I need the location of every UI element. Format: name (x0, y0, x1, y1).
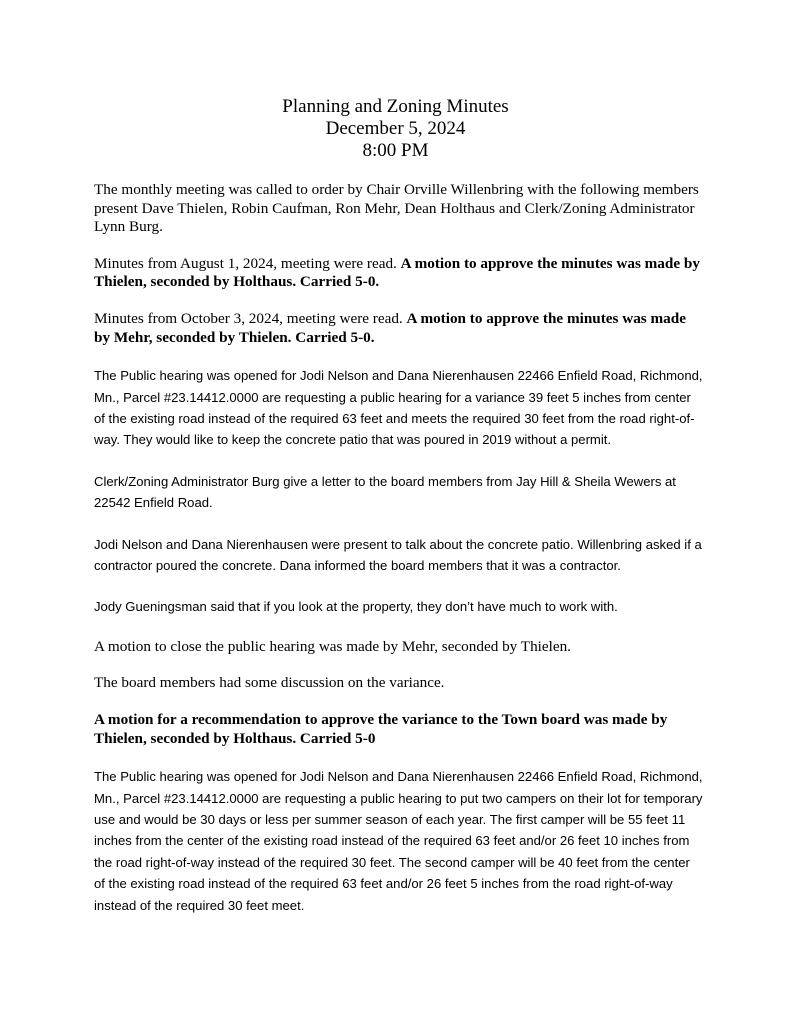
paragraph-variance-hearing: The Public hearing was opened for Jodi Nelson and Dana Nierenhausen 22466 Enfield Road, Richmond, Mn., Parcel #23.14412.0000 are requesting a public hearing for a variance 39 feet 5 inches from center of the existing road instead of the required 63 feet and meets the required 30 feet from the road right-of-way. They would like to keep the concrete patio that was poured in 2019 without a permit. (94, 368, 703, 448)
paragraph-october-minutes (94, 310, 704, 347)
august-minutes-text: Minutes from August 1, 2024, meeting were read. (94, 254, 401, 272)
paragraph-discussion: The board members had some discussion on the variance. (94, 674, 445, 692)
october-minutes-text: Minutes from October 3, 2024, meeting were read. (94, 309, 407, 327)
meeting-time: 8:00 PM (362, 140, 429, 161)
paragraph-august-minutes (94, 255, 704, 292)
document-title: Planning and Zoning Minutes (282, 96, 509, 117)
paragraph-call-to-order: The monthly meeting was called to order by Chair Orville Willenbring with the following members present Dave Thielen, Robin Caufman, Ron Mehr, Dean Holthaus and Clerk/Zoning Administrator Lynn Burg. (94, 181, 699, 236)
paragraph-concrete-patio: Jodi Nelson and Dana Nierenhausen were present to talk about the concrete patio. Willenbring asked if a contractor poured the concrete. Dana informed the board members that it was a contractor. (94, 536, 702, 573)
paragraph-camper-hearing: The Public hearing was opened for Jodi Nelson and Dana Nierenhausen 22466 Enfield Road, Richmond, Mn., Parcel #23.14412.0000 are requesting a public hearing to put two campers on their lot for temporary use and would be 30 days or less per summer season of each year. The first camper will be 55 feet 11 inches from the center of the existing road instead of the required 63 feet and/or 26 feet 10 inches from the road right-of-way instead of the required 30 feet. The second camper will be 40 feet from the center of the existing road instead of the required 63 feet and/or 26 feet 5 inches from the road right-of-way instead of the required 30 feet meet. (94, 769, 703, 913)
meeting-date: December 5, 2024 (325, 118, 466, 139)
paragraph-property-comment: Jody Gueningsman said that if you look at the property, they don’t have much to work with. (94, 599, 618, 615)
variance-motion-text: A motion for a recommendation to approve the variance to the Town board was made by Thielen, seconded by Holthaus. Carried 5-0 (94, 711, 668, 747)
document-body (94, 181, 704, 916)
paragraph-close-hearing: A motion to close the public hearing was made by Mehr, seconded by Thielen. (94, 637, 571, 655)
august-minutes-motion: A motion to approve the minutes was made by Thielen, seconded by Holthaus. Carried 5-0. (94, 254, 700, 291)
document-header (0, 96, 791, 162)
paragraph-variance-motion (94, 711, 704, 748)
paragraph-letter: Clerk/Zoning Administrator Burg give a letter to the board members from Jay Hill & Sheila Wewers at 22542 Enfield Road. (94, 473, 676, 511)
october-minutes-motion: A motion to approve the minutes was made by Mehr, seconded by Thielen. Carried 5-0. (94, 309, 686, 346)
